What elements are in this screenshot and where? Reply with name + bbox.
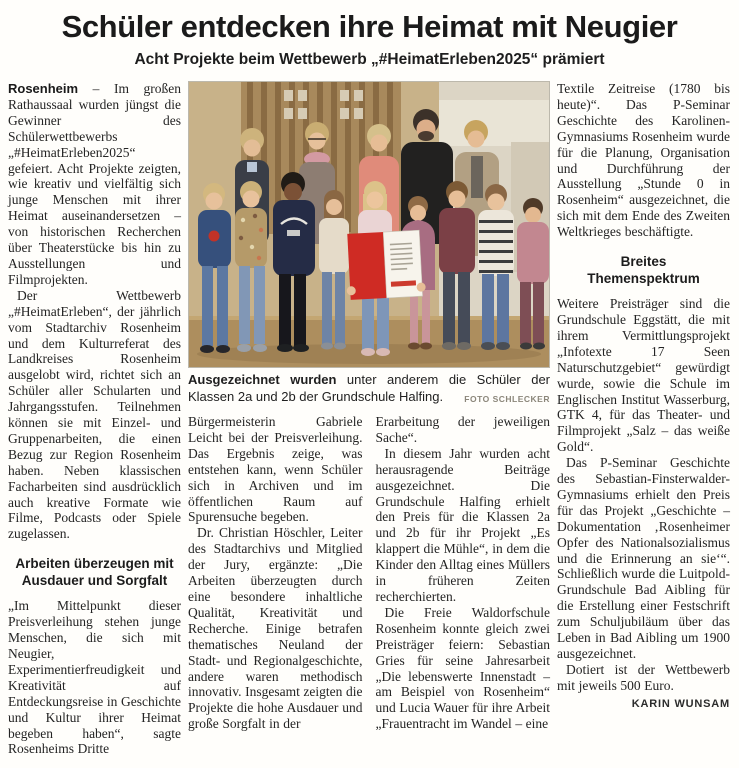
middle-section: [188, 81, 550, 757]
photo-credit: FOTO SCHLECKER: [464, 394, 550, 404]
article-body: [0, 81, 739, 757]
paragraph: Erarbeitung der jeweiligen Sache“.: [375, 414, 550, 445]
paragraph: Der Wettbewerb „#HeimatErleben“, der jährlich vom Stadtarchiv Rosenheim und dem Kulturreferat des Landkreises Rosenheim ausgelobt wird, richtet sich an Schüler aller Schularten und Jahrgangsstufen. Teilnehmen können sie mit Einzel- und Gruppenarbeiten, die einen Bezug zur Region Rosenheim haben. Neben klassischen Facharbeiten sind ausdrücklich auch kreative Formate wie Filme, Podcasts oder Spiele zugelassen.: [8, 287, 181, 542]
paragraph: „Im Mittelpunkt dieser Preisverleihung stehen junge Menschen, die sich mit Neugier, Experimentierfreudigkeit und Kreativität auf Entdeckungsreise in Geschichte und Kultur ihrer Heimat begeben haben“, sagte Rosenheims Dritte: [8, 598, 181, 757]
group-photo-illustration: [189, 82, 550, 368]
paragraph: Weitere Preisträger sind die Grundschule Eggstätt, die mit ihrem Vermittlungsprojekt „Infotexte 17 Seen Naturschutzgebiet“ gewürdigt wurde, sowie die Schule im Englischen Institut Wasserburg, GTK 4, für das Theater- und Filmprojekt „Salz – das weiße Gold“.: [557, 296, 730, 455]
paragraph: Die Freie Waldorfschule Rosenheim konnte gleich zwei Preisträger feiern: Sebastian Gries für seine Jahresarbeit „Die lebenswerte Innenstadt – am Beispiel von Rosenheim“ und Lucia Wauer für ihre Arbeit „Frauentracht im Wandel – eine: [375, 604, 550, 732]
section-subhead-1: Arbeiten überzeugen mit Ausdauer und Sorgfalt: [15, 556, 174, 589]
certificate-folder: [344, 230, 426, 300]
dateline: Rosenheim: [8, 81, 79, 96]
middle-text-columns: [188, 414, 550, 732]
article-headline: Schüler entdecken ihre Heimat mit Neugier: [61, 9, 678, 44]
photo-caption-text: unter anderem die Schüler der Klassen 2a und 2b der Grundschule Halfing.: [188, 372, 551, 404]
paragraph: [8, 81, 181, 288]
section-subhead-2: Breites Themenspektrum: [587, 254, 700, 287]
text-column-2: [188, 414, 363, 732]
award-photo-figure: [188, 81, 550, 405]
photo-caption-lead: Ausgezeichnet wurden: [188, 372, 337, 387]
author-byline: KARIN WUNSAM: [631, 697, 730, 710]
paragraph-text: – Im großen Rathaussaal wurden jüngst die Gewinner des Schülerwettbewerbs „#HeimatErleben2025“ gefeiert. Acht Projekte zeigten, wie kreativ und vielfältig sich junge Menschen mit ihrer Heimat auseinandersetzen – von historischen Recherchen über Theaterstücke bis hin zu Ausstellungen und Filmprojekten.: [8, 81, 181, 287]
article-subheadline: Acht Projekte beim Wettbewerb „#HeimatErleben2025“ prämiert: [134, 51, 605, 68]
photo-caption: [188, 372, 550, 405]
text-column-3: [376, 414, 551, 732]
paragraph: Textile Zeitreise (1780 bis heute)“. Das P-Seminar Geschichte des Karolinen-Gymnasiums Rosenheim wurde für die Planung, Organisation und Durchführung der Ausstellung „Stunde 0 in Rosenheim“ ausgezeichnet, die sich mit dem Ende des Zweiten Weltkrieges beschäftigte.: [557, 81, 730, 240]
group-photo: [188, 81, 550, 368]
paragraph: Bürgermeisterin Gabriele Leicht bei der Preisverleihung. Das Ergebnis zeige, was entstehen kann, wenn Schüler sich in Archiven und im öffentlichen Raum auf Spurensuche begeben.: [188, 414, 363, 525]
paragraph: Das P-Seminar Geschichte des Sebastian-Finsterwalder-Gymnasiums erhielt den Preis für das Projekt „Geschichte – Dokumentation ‚Rosenheimer Opfer des Nationalsozialismus und die Erinnerung an sie‘“. Schließlich wurde die Luitpold-Grundschule Bad Aibling für die Erstellung einer Festschrift zum Schuljubiläum über das Leben in Bad Aibling um 1900 ausgezeichnet.: [557, 455, 730, 661]
paragraph: In diesem Jahr wurden acht herausragende Beiträge ausgezeichnet. Die Grundschule Halfing erhielt den Preis für die Klassen 2a und 2b für ihr Projekt „Es klappert die Mühle“, in dem die Kinder den Alltag eines Müllers in früheren Zeiten recherchierten.: [375, 445, 550, 604]
paragraph: Dotiert ist der Wettbewerb mit jeweils 500 Euro.: [557, 661, 730, 693]
text-column-1: [8, 81, 181, 757]
text-column-4: [557, 81, 730, 757]
paragraph: Dr. Christian Höschler, Leiter des Stadtarchivs und Mitglied der Jury, ergänzte: „Die Arbeiten überzeugten durch eine besondere inhaltliche Qualität, Kreativität und Recherche. Einige betrafen thematisches Neuland der Stadt- und Regionalgeschichte, andere waren methodisch innovativ. Insgesamt zeigten die Projekte die hohe Ausdauer und große Sorgfalt in der: [188, 525, 363, 732]
